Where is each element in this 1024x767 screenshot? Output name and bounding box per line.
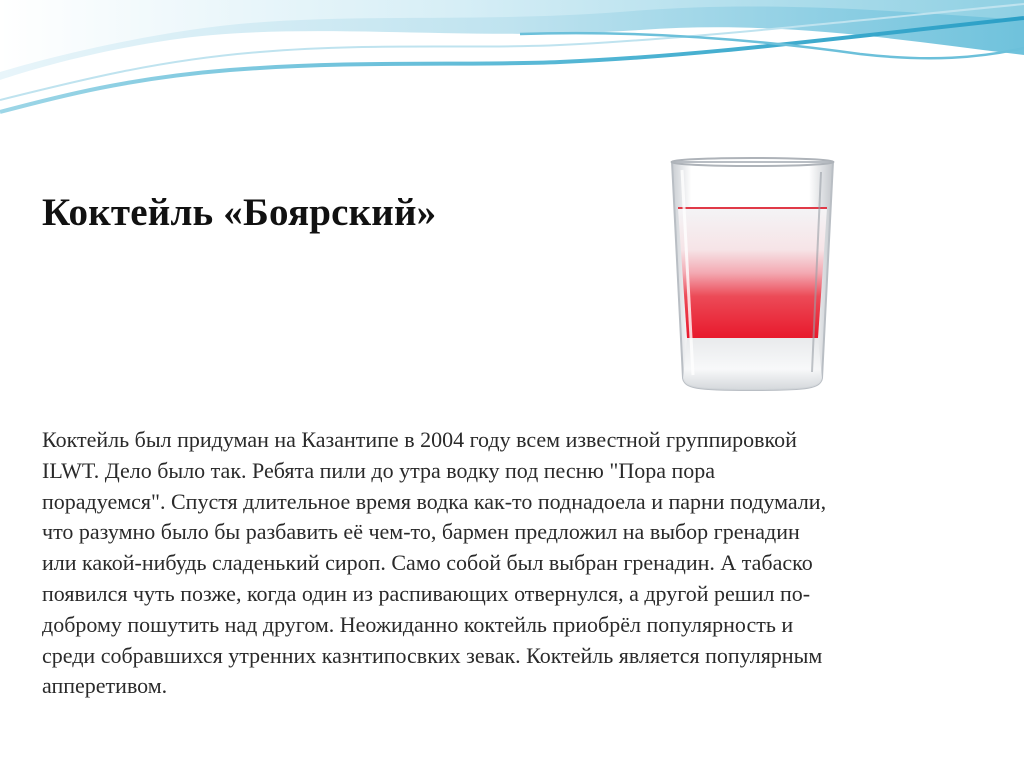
- body-line: среди собравшихся утренних казнтипосвких зевак. Коктейль является популярным: [42, 642, 823, 668]
- body-line: или какой-нибудь сладенький сироп. Само собой был выбран гренадин. А табаско: [42, 550, 813, 576]
- body-line: Коктейль был придуман на Казантипе в 2004 году всем известной группировкой: [42, 427, 797, 452]
- slide-title: Коктейль «Боярский»: [42, 191, 437, 234]
- body-line: апперетивом.: [42, 673, 168, 699]
- slide-body-text: [42, 425, 962, 702]
- decorative-wave-header: [0, 0, 1024, 120]
- body-line: ILWT. Дело было так. Ребята пили до утра водку под песню "Пора пора: [42, 457, 716, 483]
- body-line: что разумно было бы разбавить её чем-то, бармен предложил на выбор гренадин: [42, 519, 800, 545]
- glass-base: [683, 338, 822, 390]
- shot-glass-illustration: [660, 150, 845, 410]
- body-line: появился чуть позже, когда один из распивающих отвернулся, а другой решил по-: [42, 580, 811, 606]
- glass-liquid: [678, 208, 827, 338]
- body-line: доброму пошутить над другом. Неожиданно коктейль приобрёл популярность и: [42, 611, 794, 637]
- body-line: порадуемся". Спустя длительное время водка как-то поднадоела и парни подумали,: [42, 488, 827, 514]
